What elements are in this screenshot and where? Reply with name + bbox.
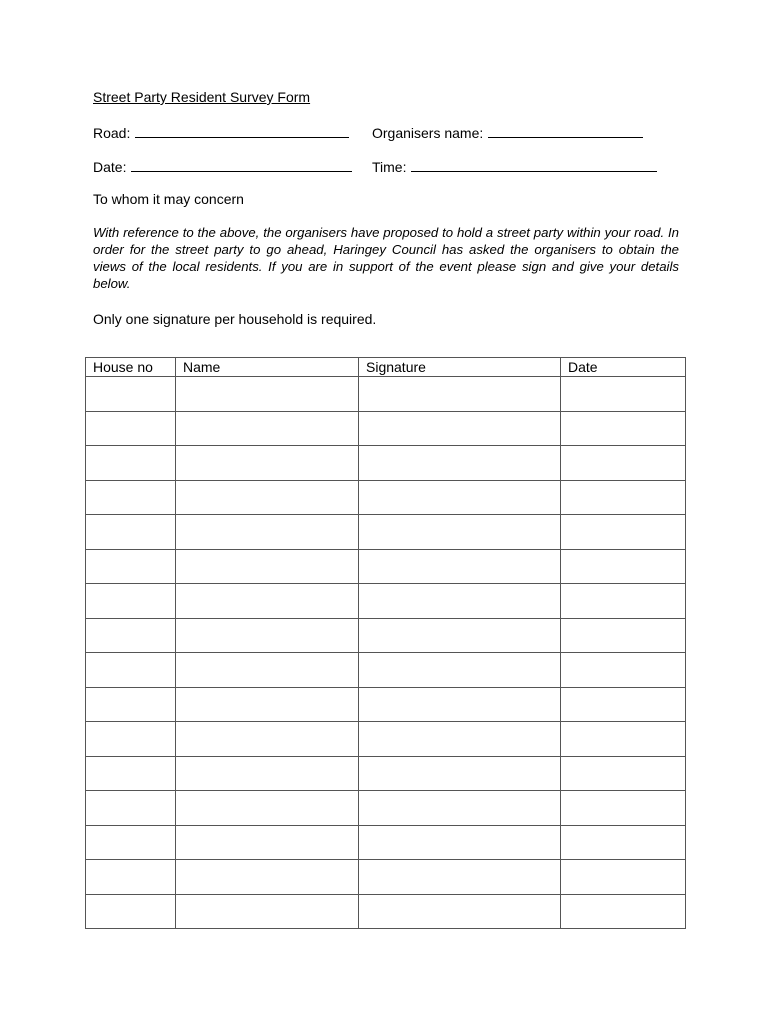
house-no-cell[interactable] <box>86 480 176 515</box>
house-no-cell[interactable] <box>86 722 176 757</box>
date-cell[interactable] <box>561 653 686 688</box>
date-cell[interactable] <box>561 584 686 619</box>
table-row <box>86 756 686 791</box>
signature-cell[interactable] <box>359 687 561 722</box>
date-cell[interactable] <box>561 722 686 757</box>
household-notice: Only one signature per household is required. <box>93 311 377 327</box>
name-cell[interactable] <box>176 446 359 481</box>
time-label: Time: <box>372 159 407 175</box>
table-header-row <box>86 358 686 377</box>
date-cell[interactable] <box>561 411 686 446</box>
signature-cell[interactable] <box>359 446 561 481</box>
signature-cell[interactable] <box>359 791 561 826</box>
house-no-cell[interactable] <box>86 618 176 653</box>
house-no-cell[interactable] <box>86 446 176 481</box>
organisers-name-field[interactable] <box>372 123 643 141</box>
date-cell[interactable] <box>561 687 686 722</box>
table-row <box>86 446 686 481</box>
table-row <box>86 515 686 550</box>
date-label: Date: <box>93 159 127 175</box>
table-row <box>86 584 686 619</box>
house-no-cell[interactable] <box>86 791 176 826</box>
road-blank-line[interactable] <box>135 123 349 138</box>
column-header-date: Date <box>561 358 686 377</box>
house-no-cell[interactable] <box>86 756 176 791</box>
house-no-cell[interactable] <box>86 653 176 688</box>
greeting-heading: To whom it may concern <box>93 191 244 207</box>
column-header-signature: Signature <box>359 358 561 377</box>
name-cell[interactable] <box>176 411 359 446</box>
date-field[interactable] <box>93 157 352 175</box>
house-no-cell[interactable] <box>86 411 176 446</box>
name-cell[interactable] <box>176 894 359 929</box>
signature-cell[interactable] <box>359 756 561 791</box>
signature-cell[interactable] <box>359 515 561 550</box>
table-row <box>86 549 686 584</box>
name-cell[interactable] <box>176 549 359 584</box>
house-no-cell[interactable] <box>86 584 176 619</box>
house-no-cell[interactable] <box>86 377 176 412</box>
date-cell[interactable] <box>561 446 686 481</box>
name-cell[interactable] <box>176 480 359 515</box>
name-cell[interactable] <box>176 618 359 653</box>
date-cell[interactable] <box>561 515 686 550</box>
name-cell[interactable] <box>176 860 359 895</box>
date-cell[interactable] <box>561 860 686 895</box>
house-no-cell[interactable] <box>86 860 176 895</box>
house-no-cell[interactable] <box>86 894 176 929</box>
intro-paragraph: With reference to the above, the organisers have proposed to hold a street party within your road. In order for the street party to go ahead, Haringey Council has asked the organisers to obtain the views of the local residents. If you are in support of the event please sign and give your details below. <box>93 225 679 291</box>
time-field[interactable] <box>372 157 657 175</box>
table-row <box>86 411 686 446</box>
date-cell[interactable] <box>561 756 686 791</box>
signature-cell[interactable] <box>359 377 561 412</box>
name-cell[interactable] <box>176 515 359 550</box>
table-row <box>86 377 686 412</box>
table-row <box>86 894 686 929</box>
table-body <box>86 377 686 929</box>
name-cell[interactable] <box>176 722 359 757</box>
name-cell[interactable] <box>176 584 359 619</box>
date-cell[interactable] <box>561 825 686 860</box>
date-cell[interactable] <box>561 618 686 653</box>
name-cell[interactable] <box>176 687 359 722</box>
table-row <box>86 480 686 515</box>
time-blank-line[interactable] <box>411 157 657 172</box>
signature-cell[interactable] <box>359 653 561 688</box>
table-row <box>86 825 686 860</box>
organisers-name-label: Organisers name: <box>372 125 484 141</box>
signature-cell[interactable] <box>359 860 561 895</box>
signature-table <box>85 357 686 929</box>
signature-cell[interactable] <box>359 411 561 446</box>
date-cell[interactable] <box>561 791 686 826</box>
form-title: Street Party Resident Survey Form <box>93 89 311 105</box>
road-organiser-row <box>93 123 673 143</box>
table-row <box>86 791 686 826</box>
date-cell[interactable] <box>561 480 686 515</box>
table-row <box>86 618 686 653</box>
table-row <box>86 722 686 757</box>
date-cell[interactable] <box>561 549 686 584</box>
table-row <box>86 653 686 688</box>
name-cell[interactable] <box>176 377 359 412</box>
organisers-name-blank-line[interactable] <box>488 123 643 138</box>
column-header-name: Name <box>176 358 359 377</box>
signature-cell[interactable] <box>359 549 561 584</box>
date-cell[interactable] <box>561 894 686 929</box>
name-cell[interactable] <box>176 756 359 791</box>
name-cell[interactable] <box>176 791 359 826</box>
column-header-house-no: House no <box>86 358 176 377</box>
signature-cell[interactable] <box>359 722 561 757</box>
name-cell[interactable] <box>176 825 359 860</box>
road-label: Road: <box>93 125 131 141</box>
date-time-row <box>93 157 673 177</box>
road-field[interactable] <box>93 123 349 141</box>
signature-cell[interactable] <box>359 618 561 653</box>
date-blank-line[interactable] <box>131 157 352 172</box>
signature-cell[interactable] <box>359 584 561 619</box>
house-no-cell[interactable] <box>86 515 176 550</box>
table-row <box>86 860 686 895</box>
signature-cell[interactable] <box>359 825 561 860</box>
table-row <box>86 687 686 722</box>
house-no-cell[interactable] <box>86 825 176 860</box>
signature-cell[interactable] <box>359 894 561 929</box>
signature-cell[interactable] <box>359 480 561 515</box>
date-cell[interactable] <box>561 377 686 412</box>
house-no-cell[interactable] <box>86 549 176 584</box>
house-no-cell[interactable] <box>86 687 176 722</box>
name-cell[interactable] <box>176 653 359 688</box>
